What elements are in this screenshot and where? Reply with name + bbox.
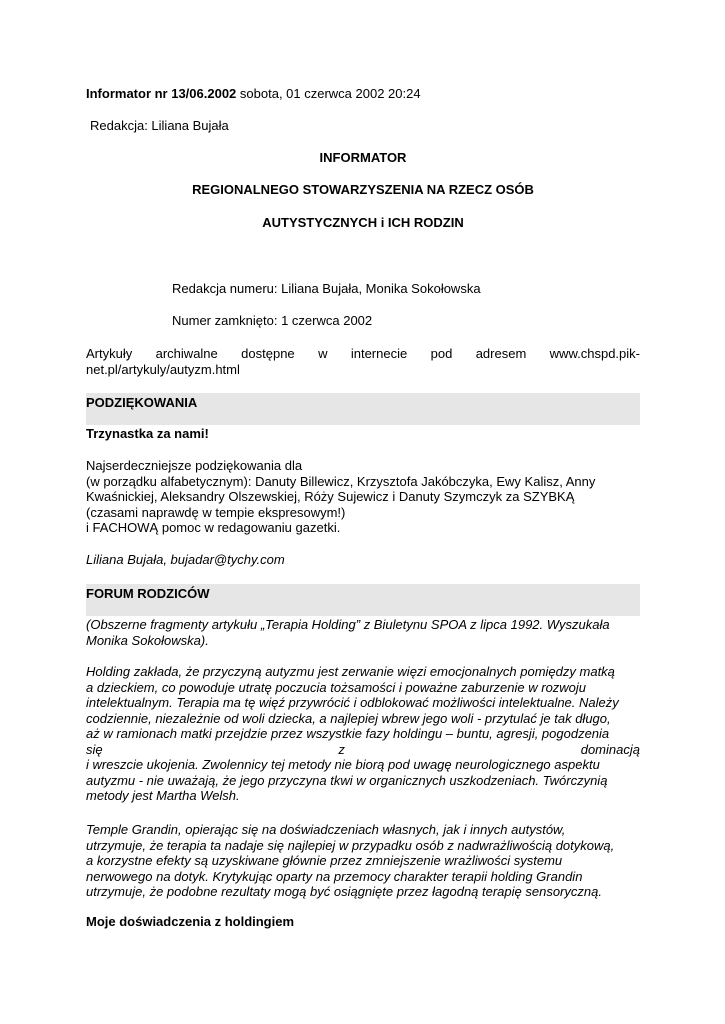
podziekowania-line: i FACHOWĄ pomoc w redagowaniu gazetki.: [86, 520, 341, 535]
paragraph-line: intelektualnym. Terapia ma tę więź przywrócić i odblokować możliwości intelektualne. Należy: [86, 695, 619, 710]
paragraph-spread-line: [86, 742, 640, 758]
section-forum: FORUM RODZICÓW: [86, 584, 640, 616]
archive-word: adresem: [475, 346, 527, 361]
archive-word: w: [318, 346, 328, 361]
archive-link-part: www.chspd.pik-: [549, 346, 640, 361]
next-heading: Moje doświadczenia z holdingiem: [86, 914, 295, 929]
paragraph-line: a dzieckiem, co powoduje utratę poczucia tożsamości i poważne zaburzenie w rozwoju: [86, 679, 587, 695]
forum-intro-line: (Obszerne fragmenty artykułu „Terapia Holding” z Biuletynu SPOA z lipca 1992. Wyszukała: [86, 617, 610, 632]
paragraph-line: aż w ramionach matki przejdzie przez wszystkie fazy holdingu – buntu, agresji, pogodzenia: [86, 726, 610, 741]
paragraph-line: Temple Grandin, opierając się na doświadczeniach własnych, jak i innych autystów,: [86, 822, 566, 837]
paragraph-line: metody jest Martha Welsh.: [86, 788, 240, 803]
paragraph-line: a korzystne efekty są uzyskiwane głównie przez zmniejszenie wrażliwości systemu: [86, 853, 563, 868]
forum-intro-line: Monika Sokołowska).: [86, 632, 209, 648]
redakcja-line: Redakcja: Liliana Bujała: [90, 118, 229, 133]
archive-word: internecie: [350, 346, 408, 361]
spread-word: dominacją: [580, 741, 640, 757]
archive-word: pod: [430, 346, 453, 361]
signature: Liliana Bujała, bujadar@tychy.com: [86, 552, 285, 567]
archive-line-1: [86, 346, 640, 362]
paragraph-line: autyzmu - nie uważają, że jego przyczyna tkwi w organicznych uszkodzeniach. Twórczynią: [86, 772, 608, 788]
numer-zamknieto: Numer zamknięto: 1 czerwca 2002: [172, 313, 373, 328]
redakcja-numeru: Redakcja numeru: Liliana Bujała, Monika Sokołowska: [172, 281, 481, 296]
archive-link-rest: net.pl/artykuly/autyzm.html: [86, 361, 240, 377]
spread-word: z: [338, 741, 345, 757]
title-line-1: INFORMATOR: [319, 150, 407, 165]
spread-word: się: [86, 741, 103, 757]
forum-intro: [86, 617, 640, 648]
paragraph-line: codziennie, niezależnie od woli dziecka, a najlepiej wbrew jego woli - przytulać je tak długo,: [86, 710, 611, 726]
title-line-2: REGIONALNEGO STOWARZYSZENIA NA RZECZ OSÓB: [192, 182, 534, 197]
archive-word: archiwalne: [155, 346, 218, 361]
podziekowania-body: [86, 458, 640, 536]
title-line-3: AUTYSTYCZNYCH i ICH RODZIN: [262, 215, 464, 230]
informator-number: Informator nr 13/06.2002: [86, 86, 237, 101]
podziekowania-line: (w porządku alfabetycznym): Danuty Billewicz, Krzysztofa Jakóbczyka, Ewy Kalisz, Anny: [86, 473, 596, 489]
podziekowania-subheading: Trzynastka za nami!: [86, 426, 209, 441]
paragraph-line: utrzymuje, że terapia ta nadaje się najlepiej w przypadku osób z nadwrażliwością dotykową,: [86, 837, 615, 853]
paragraph-line: i wreszcie ukojenia. Zwolennicy tej metody nie biorą pod uwagę neurologicznego aspektu: [86, 757, 600, 772]
podziekowania-line: Kwaśnickiej, Aleksandry Olszewskiej, Róży Sujewicz i Danuty Szymczyk za SZYBKĄ: [86, 489, 575, 504]
archive-word: Artykuły: [86, 346, 133, 361]
informator-line: [86, 86, 640, 102]
archive-word: dostępne: [241, 346, 295, 361]
forum-paragraph-1: [86, 664, 640, 804]
paragraph-line: nerwowego na dotyk. Krytykując oparty na przemocy charakter terapii holding Grandin: [86, 868, 583, 884]
podziekowania-line: (czasami naprawdę w tempie ekspresowym!): [86, 504, 346, 520]
forum-paragraph-2: [86, 822, 640, 900]
informator-date: sobota, 01 czerwca 2002 20:24: [236, 86, 421, 101]
archive-paragraph: [86, 346, 640, 377]
podziekowania-line: Najserdeczniejsze podziękowania dla: [86, 458, 303, 473]
paragraph-line: utrzymuje, że podobne rezultaty mogą być osiągnięte przez łagodną terapię sensoryczną.: [86, 884, 602, 899]
paragraph-line: Holding zakłada, że przyczyną autyzmu jest zerwanie więzi emocjonalnych pomiędzy matką: [86, 664, 615, 679]
section-podziekowania: PODZIĘKOWANIA: [86, 393, 640, 425]
